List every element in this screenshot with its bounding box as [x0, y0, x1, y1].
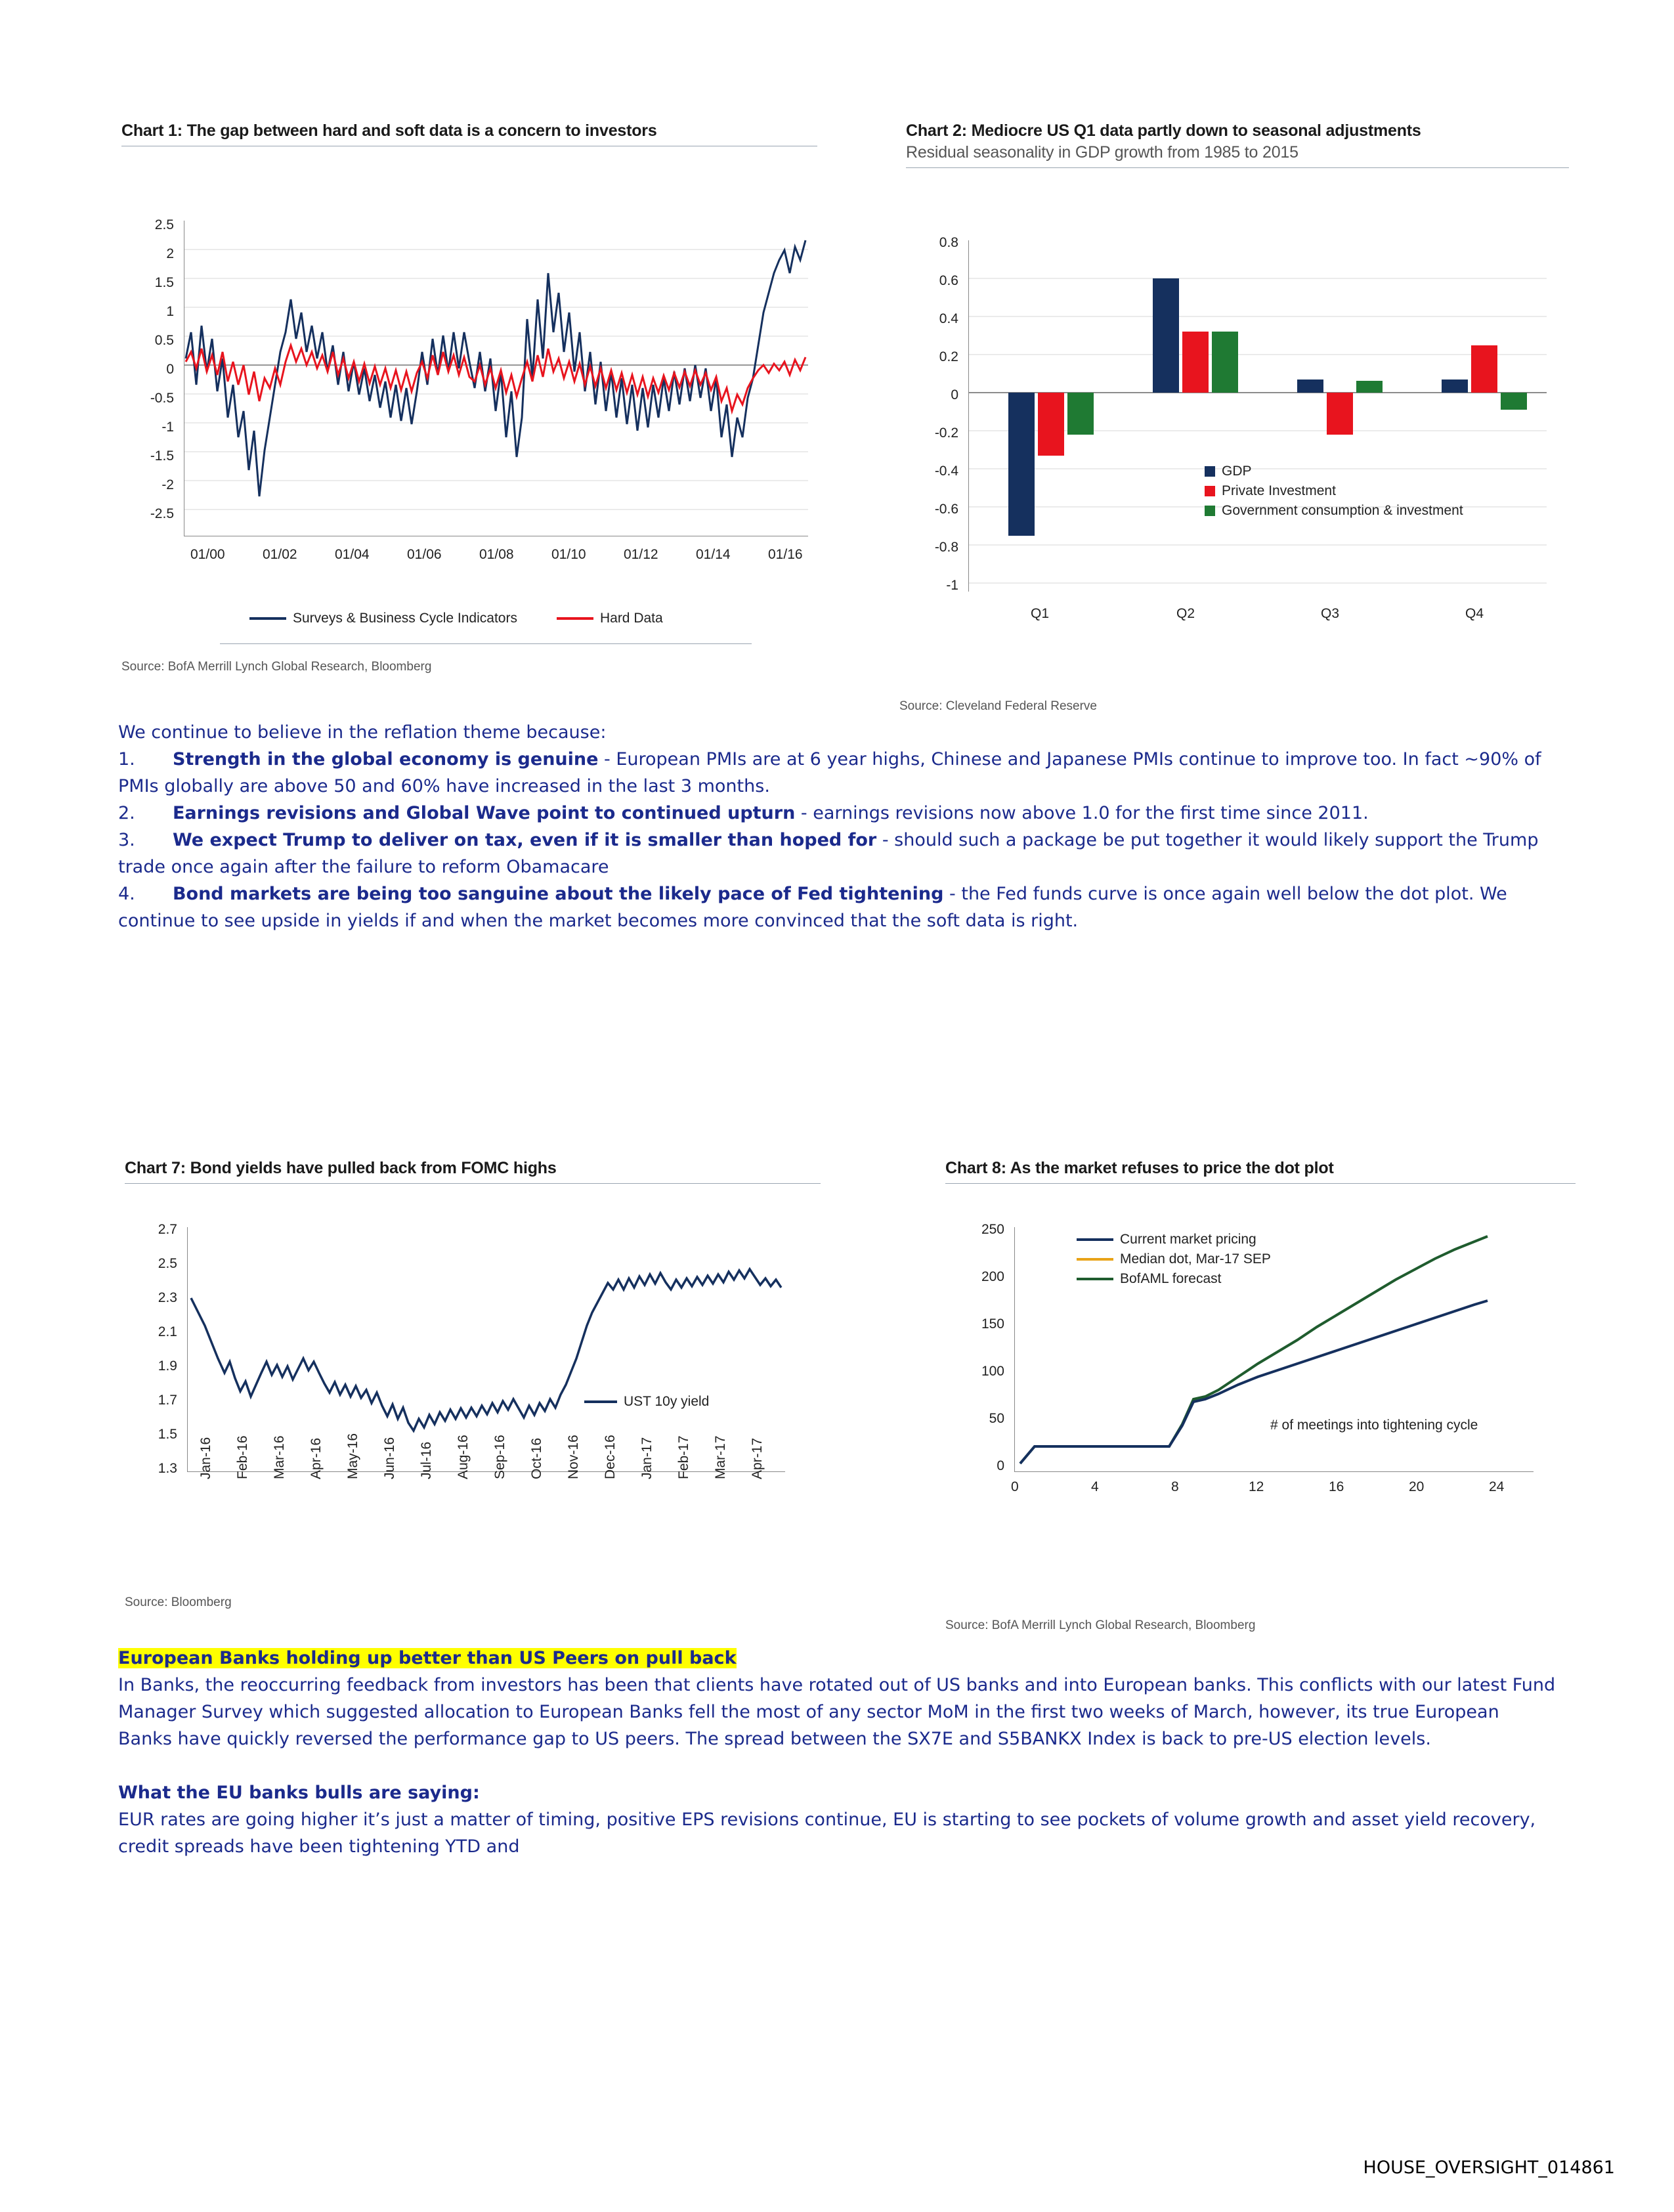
chart-1-xtick: 01/16	[768, 547, 803, 562]
chart-2-bars-svg	[969, 240, 1547, 592]
chart-7-ytick: 1.9	[158, 1358, 177, 1374]
european-banks-section	[118, 1645, 1556, 1860]
chart-1-xtick: 01/08	[479, 547, 514, 562]
reflation-theme-text	[118, 719, 1559, 934]
chart-8-xtick: 16	[1329, 1479, 1344, 1494]
chart-1-xtick: 01/00	[190, 547, 225, 562]
chart-2-plot	[906, 183, 1569, 621]
chart-8-xtick: 0	[1011, 1479, 1019, 1494]
point-4	[118, 880, 1559, 934]
chart-2-ytick: -0.4	[934, 464, 958, 479]
line-swatch-icon	[249, 617, 286, 620]
chart-8-plot	[945, 1196, 1576, 1498]
chart-2-xtick: Q4	[1465, 606, 1484, 621]
chart-8-legend-label: Median dot, Mar-17 SEP	[1120, 1251, 1271, 1267]
chart-2-subtitle: Residual seasonality in GDP growth from 1985 to 2015	[906, 143, 1298, 162]
chart-8-ytick: 100	[981, 1364, 1004, 1379]
chart-8-annotation: # of meetings into tightening cycle	[1270, 1418, 1478, 1433]
chart-1-plot	[121, 158, 817, 562]
bates-number: HOUSE_OVERSIGHT_014861	[1363, 2158, 1615, 2178]
chart-2-ytick: 0	[951, 387, 958, 402]
chart-1-ytick: 0.5	[154, 333, 174, 348]
chart-7-title-rule	[125, 1183, 821, 1184]
chart-7-xticks	[190, 1433, 788, 1558]
chart-1-xtick: 01/10	[551, 547, 586, 562]
line-swatch-icon	[1077, 1238, 1113, 1241]
square-swatch-icon	[1205, 466, 1215, 477]
chart-7-xtick: Jan-16	[198, 1437, 213, 1479]
point-1-number: 1.	[118, 749, 135, 770]
chart-7-title: Chart 7: Bond yields have pulled back from FOMC highs	[125, 1159, 557, 1177]
chart-2-legend-label: Private Investment	[1222, 483, 1336, 498]
chart-1-ytick: -1.5	[150, 448, 174, 464]
point-4-number: 4.	[118, 884, 135, 904]
chart-8-legend-label: Current market pricing	[1120, 1232, 1256, 1247]
chart-1-legend-label: Hard Data	[599, 611, 663, 626]
chart-1-ytick: 2	[166, 246, 174, 261]
chart-7-ytick: 2.1	[158, 1324, 177, 1339]
chart-7-xtick: Sep-16	[492, 1435, 507, 1479]
square-swatch-icon	[1205, 506, 1215, 516]
chart-7-xtick: Feb-17	[676, 1435, 691, 1479]
chart-1-xtick: 01/14	[696, 547, 731, 562]
intro-line: We continue to believe in the reflation theme because:	[118, 722, 607, 743]
chart-2-ytick: 0.4	[939, 311, 958, 326]
chart-2-legend-item	[1205, 503, 1463, 519]
chart-8-xtick: 4	[1091, 1479, 1099, 1494]
chart-2-xtick: Q3	[1321, 606, 1340, 621]
chart-8-title-rule	[945, 1183, 1576, 1184]
chart-1-ytick: 1.5	[154, 275, 174, 290]
chart-2-legend-item	[1205, 483, 1463, 499]
chart-1-ytick: -2.5	[150, 506, 174, 521]
chart-1-xtick: 01/12	[624, 547, 658, 562]
chart-7-ytick: 1.3	[158, 1461, 177, 1476]
chart-8-xtick: 24	[1489, 1479, 1505, 1494]
chart-2-title-rule	[906, 167, 1569, 168]
chart-2-ytick: -0.2	[934, 425, 958, 441]
chart-8-xtick: 12	[1249, 1479, 1264, 1494]
point-4-bold: Bond markets are being too sanguine about the likely pace of Fed tightening	[172, 884, 944, 904]
chart-2-legend-label: Government consumption & investment	[1222, 503, 1463, 518]
chart-1-series-svg	[184, 221, 808, 536]
chart-7-xtick: Jun-16	[382, 1437, 397, 1479]
chart-1-legend	[249, 611, 663, 630]
chart-8-ytick: 150	[981, 1316, 1004, 1332]
section-paragraph: In Banks, the reoccurring feedback from investors has been that clients have rotated out of US banks and into European banks. This conflicts with our latest Fund Manager Survey which suggested allocation to European Banks fell the most of any sector MoM in the first two weeks of March, however, its true European Banks have quickly reversed the performance gap to US peers. The spread between the SX7E and S5BANKX Index is back to pre-US election levels.	[118, 1675, 1556, 1749]
chart-8-legend-item	[1077, 1271, 1271, 1287]
chart-1-xtick: 01/04	[335, 547, 370, 562]
line-swatch-icon	[584, 1400, 617, 1403]
point-1-rest: - European PMIs are at 6 year highs, Chinese and Japanese PMIs continue to improve too. In fact ~90% of PMIs globally are above 50 and 60% have increased in the last 3 months.	[118, 749, 1541, 796]
point-3-number: 3.	[118, 830, 135, 850]
chart-8-ytick: 50	[989, 1411, 1004, 1426]
chart-1-plot-area	[184, 221, 808, 536]
point-3	[118, 827, 1559, 880]
chart-2-ytick: -0.6	[934, 502, 958, 517]
point-3-bold: We expect Trump to deliver on tax, even if it is smaller than hoped for	[172, 830, 877, 850]
chart-1-ytick: 1	[166, 304, 174, 319]
chart-8-legend-item	[1077, 1232, 1271, 1247]
chart-2-plot-area	[968, 240, 1547, 592]
chart-8-legend-label: BofAML forecast	[1120, 1271, 1222, 1286]
chart-2-source: Source: Cleveland Federal Reserve	[899, 699, 1097, 713]
point-1	[118, 746, 1559, 800]
point-2	[118, 800, 1559, 827]
section-heading: European Banks holding up better than US Peers on pull back	[118, 1648, 737, 1668]
subheading	[118, 1779, 1556, 1806]
chart-7-xtick: Dec-16	[603, 1435, 618, 1479]
chart-7-xtick: Apr-16	[309, 1437, 324, 1479]
line-swatch-icon	[1077, 1258, 1113, 1261]
chart-8-title: Chart 8: As the market refuses to price the dot plot	[945, 1159, 1334, 1177]
chart-7-ytick: 1.5	[158, 1427, 177, 1442]
chart-7-source: Source: Bloomberg	[125, 1595, 232, 1609]
chart-7-xtick: Aug-16	[456, 1435, 471, 1479]
subheading-text: What the EU banks bulls are saying:	[118, 1783, 480, 1803]
line-swatch-icon	[1077, 1278, 1113, 1280]
chart-1-block	[121, 121, 817, 674]
chart-8-ytick: 0	[997, 1458, 1004, 1473]
point-2-rest: - earnings revisions now above 1.0 for the first time since 2011.	[795, 803, 1369, 823]
chart-1-title: Chart 1: The gap between hard and soft data is a concern to investors	[121, 121, 657, 140]
sub-paragraph: EUR rates are going higher it’s just a matter of timing, positive EPS revisions continue, EU is starting to see pockets of volume growth and asset yield recovery, credit spreads have been tightening YTD and	[118, 1810, 1536, 1857]
chart-7-series-svg	[188, 1227, 785, 1471]
chart-1-legend-item	[557, 611, 663, 626]
chart-2-ytick: 0.8	[939, 235, 958, 250]
chart-7-block	[125, 1159, 821, 1609]
chart-7-xtick: Mar-16	[272, 1435, 287, 1479]
point-1-bold: Strength in the global economy is genuine	[172, 749, 599, 770]
chart-2-legend-label: GDP	[1222, 464, 1252, 479]
chart-1-xtick: 01/02	[263, 547, 297, 562]
chart-8-ytick: 250	[981, 1222, 1004, 1237]
chart-7-ytick: 2.7	[158, 1222, 177, 1237]
chart-1-xtick: 01/06	[407, 547, 442, 562]
chart-1-ytick: -1	[161, 420, 174, 435]
chart-8-source: Source: BofA Merrill Lynch Global Research, Bloomberg	[945, 1618, 1256, 1632]
chart-8-xtick: 20	[1409, 1479, 1425, 1494]
chart-1-ytick: -2	[161, 477, 174, 492]
chart-1-ytick: -0.5	[150, 391, 174, 406]
chart-7-ytick: 2.3	[158, 1290, 177, 1305]
chart-1-legend-rule	[220, 643, 752, 644]
point-3-rest: - should such a package be put together it would likely support the Trump trade once again after the failure to reform Obamacare	[118, 830, 1539, 877]
chart-7-xtick: Mar-17	[713, 1435, 728, 1479]
chart-7-plot	[125, 1196, 821, 1479]
chart-2-ytick: -1	[946, 578, 958, 593]
chart-1-ytick: 2.5	[154, 217, 174, 232]
chart-7-ytick: 1.7	[158, 1393, 177, 1408]
chart-7-xtick: Jul-16	[419, 1441, 434, 1479]
chart-8-legend-item	[1077, 1251, 1271, 1267]
chart-2-ytick: 0.2	[939, 349, 958, 364]
chart-8-legend	[1077, 1232, 1271, 1291]
chart-2-block	[899, 121, 1569, 713]
chart-2-xtick: Q1	[1031, 606, 1050, 621]
chart-7-series-name: UST 10y yield	[624, 1394, 710, 1409]
chart-2-xtick: Q2	[1176, 606, 1195, 621]
chart-8-xtick: 8	[1171, 1479, 1179, 1494]
chart-2-ytick: 0.6	[939, 273, 958, 288]
chart-7-xtick: May-16	[345, 1433, 360, 1479]
chart-7-xtick: Jan-17	[639, 1437, 655, 1479]
chart-1-legend-label: Surveys & Business Cycle Indicators	[293, 611, 517, 626]
chart-7-ytick: 2.5	[158, 1256, 177, 1271]
chart-2-legend-item	[1205, 464, 1463, 479]
chart-2-legend	[1205, 464, 1463, 523]
line-swatch-icon	[557, 617, 593, 620]
chart-7-xtick: Nov-16	[566, 1435, 581, 1479]
chart-8-ytick: 200	[981, 1269, 1004, 1284]
chart-8-block	[945, 1159, 1576, 1632]
chart-7-xtick: Oct-16	[529, 1437, 544, 1479]
chart-7-xtick: Apr-17	[750, 1437, 765, 1479]
chart-1-ytick: 0	[166, 362, 174, 377]
point-2-bold: Earnings revisions and Global Wave point to continued upturn	[172, 803, 796, 823]
chart-7-xtick: Feb-16	[235, 1435, 250, 1479]
square-swatch-icon	[1205, 486, 1215, 496]
chart-1-legend-item	[249, 611, 517, 626]
chart-1-source: Source: BofA Merrill Lynch Global Research, Bloomberg	[121, 660, 432, 674]
chart-2-ytick: -0.8	[934, 540, 958, 555]
chart-2-title: Chart 2: Mediocre US Q1 data partly down to seasonal adjustments	[906, 121, 1421, 140]
point-4-rest: - the Fed funds curve is once again well below the dot plot. We continue to see upside in yields if and when the market becomes more convinced that the soft data is right.	[118, 884, 1507, 931]
section-heading-line	[118, 1645, 1556, 1672]
chart-7-series-label	[584, 1394, 709, 1410]
point-2-number: 2.	[118, 803, 135, 823]
